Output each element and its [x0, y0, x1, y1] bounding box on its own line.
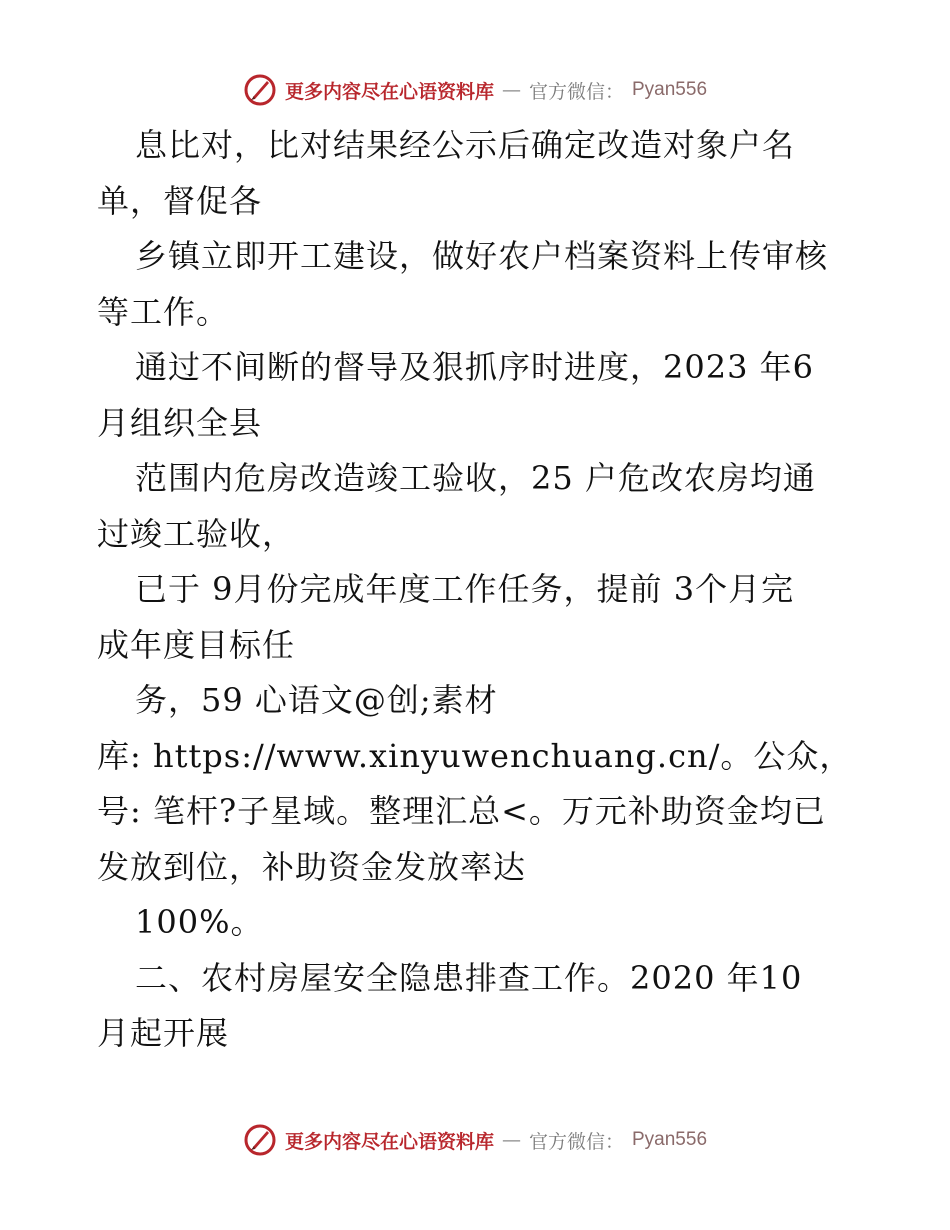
footer-wechat-id: Pyan556: [632, 1129, 708, 1150]
header-wechat-id: Pyan556: [632, 79, 708, 100]
header-banner-separator: —: [501, 79, 521, 101]
document-body: [97, 118, 857, 1062]
header-wechat-label: 官方微信：: [528, 80, 624, 103]
body-line: 成年度目标任: [97, 625, 296, 664]
header-banner: [0, 70, 950, 110]
body-line: 月组织全县: [97, 403, 263, 442]
body-line: 号: 笔杆?子星域。整理汇总<。万元补助资金均已: [97, 792, 826, 830]
body-line: 库: https://www.xinyuwenchuang.cn/。公众，: [97, 736, 853, 775]
body-line: 息比对，比对结果经公示后确定改造对象户名: [135, 126, 796, 164]
body-line: 100%。: [135, 903, 264, 941]
body-line: 通过不间断的督导及狠抓序时进度，2023 年6: [135, 348, 814, 386]
body-line: 发放到位，补助资金发放率达: [97, 847, 527, 886]
header-banner-title: 更多内容尽在心语资料库: [284, 80, 494, 103]
body-line: 月起开展: [97, 1014, 230, 1052]
quill-pen-logo-icon: [243, 1123, 277, 1157]
footer-banner: [0, 1120, 950, 1160]
body-line: 范围内危房改造竣工验收，25 户危改农房均通: [135, 459, 816, 497]
footer-banner-separator: —: [501, 1129, 521, 1151]
body-line: 已于 9月份完成年度工作任务，提前 3个月完: [135, 570, 795, 608]
quill-pen-logo-icon: [243, 73, 277, 107]
footer-banner-title: 更多内容尽在心语资料库: [284, 1130, 494, 1153]
body-line: 乡镇立即开工建设，做好农户档案资料上传审核: [135, 237, 829, 275]
body-line: 过竣工验收，: [97, 514, 296, 553]
footer-wechat-label: 官方微信：: [528, 1130, 624, 1153]
body-line: 二、农村房屋安全隐患排查工作。2020 年10: [135, 958, 803, 997]
body-line: 等工作。: [97, 292, 230, 331]
body-line: 单，督促各: [97, 181, 263, 220]
body-line: 务，59 心语文@创;素材: [135, 681, 498, 719]
